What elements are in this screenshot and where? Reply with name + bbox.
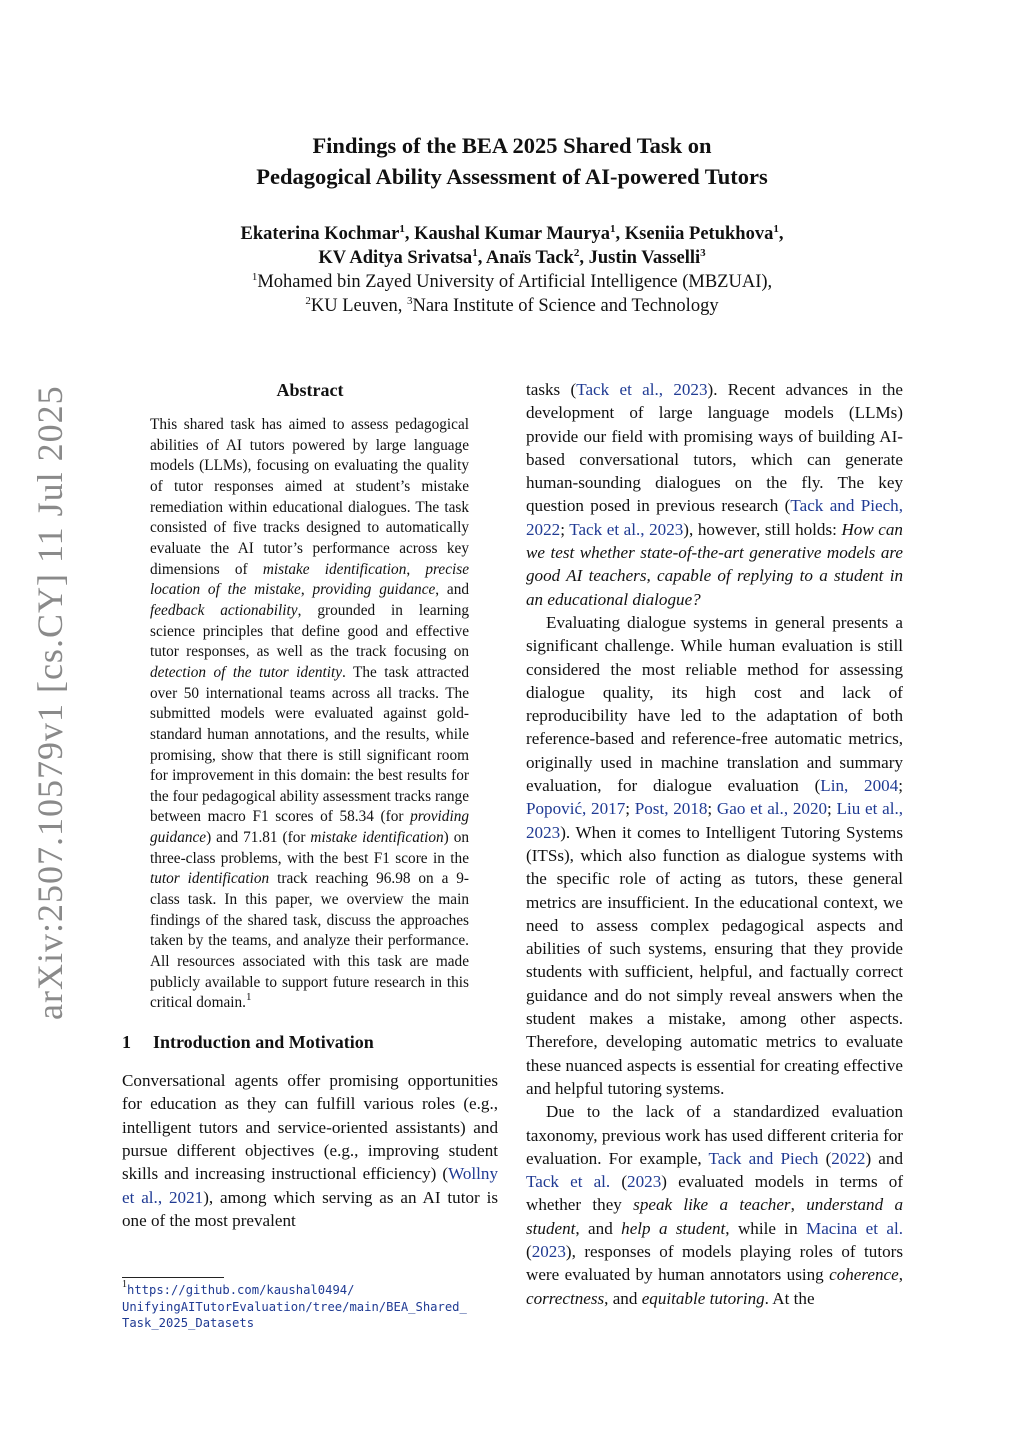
abstract-span: This shared task has aimed to assess pedagogical abilities of AI tutors powered by large language models (LLMs), focusing on evaluating the quality of tutor responses aimed at student’s mistake remediation within educational dialogues. The task consisted of five tracks designed to automatically evaluate the AI tutor’s performance across key dimensions of xyxy=(150,416,469,578)
citation-link[interactable]: Macina et al. xyxy=(806,1218,904,1238)
abstract-span: ) on three-class problems, with the best F1 score in the xyxy=(150,829,469,867)
left-column xyxy=(122,378,498,1232)
text-span: Conversational agents offer promising opportunities for education as they can fulfill various roles (e.g., intelligent tutors and service-oriented assistants) and pursue different objectives (e.g., improving student skills and increasing instructional efficiency) ( xyxy=(122,1071,498,1184)
footnote-url-part[interactable]: https://github.com/kaushal0494/ xyxy=(127,1283,355,1297)
citation-link[interactable]: Tack et al., 2023 xyxy=(576,380,708,399)
text-span: ; xyxy=(898,776,903,796)
author-name: Ekaterina Kochmar xyxy=(240,224,400,244)
footnote-url-part[interactable]: UnifyingAITutorEvaluation/tree/main/BEA_Shared_ xyxy=(122,1299,467,1314)
citation-link[interactable]: Wollny et al., 2021 xyxy=(122,1164,498,1207)
citation-link[interactable]: Tack and Piech xyxy=(708,1148,819,1168)
criterion-emphasis: correctness xyxy=(526,1288,605,1308)
affiliation: Nara Institute of Science and Technology xyxy=(412,296,719,316)
right-paragraph-3 xyxy=(526,1100,903,1310)
text-span: ( xyxy=(818,1148,832,1168)
text-span: ). When it comes to Intelligent Tutoring Systems (ITSs), which also function as dialogue systems with the specific role of acting as tutors, these general metrics are insufficient. In the educational context, we need to assess complex pedagogical aspects and abilities of such systems, ensuring that they provide students with sufficient, helpful, and factually correct guidance and do not simply reveal answers when the student makes a mistake, among other aspects. Therefore, developing automatic metrics to evaluate these nuanced aspects is essential for creating effective and helpful tutoring systems. xyxy=(526,822,903,1098)
section-number: 1 xyxy=(122,1032,131,1053)
affiliation-mark: 3 xyxy=(700,247,706,259)
text-span: ) and xyxy=(865,1148,903,1168)
affiliation-mark: 3 xyxy=(406,295,413,307)
abstract-emphasis: precise location of the mistake xyxy=(150,560,469,599)
citation-link[interactable]: 2023 xyxy=(531,1241,566,1261)
citation-link[interactable]: Lin, 2004 xyxy=(820,776,899,796)
section-title: Introduction and Motivation xyxy=(153,1032,374,1053)
affiliation-mark: 2 xyxy=(573,247,580,259)
author-line-1 xyxy=(0,222,1024,246)
citation-link[interactable]: Post, 2018 xyxy=(634,799,708,819)
author-block xyxy=(0,222,1024,318)
footnote-rule xyxy=(122,1277,224,1278)
text-span: ) evaluated models in terms of whether they xyxy=(526,1172,904,1215)
arxiv-watermark: arXiv:2507.10579v1 [cs.CY] 11 Jul 2025 xyxy=(30,385,70,1020)
footnote-number: 1 xyxy=(122,1279,127,1290)
citation-link[interactable]: 2023 xyxy=(627,1172,662,1192)
title-line-2: Pedagogical Ability Assessment of AI-powered Tutors xyxy=(256,164,768,189)
footnote-line-1[interactable] xyxy=(122,1279,502,1299)
right-paragraph-2 xyxy=(526,611,903,1100)
abstract-span: . The task attracted over 50 international teams across all tracks. The submitted models were evaluated against gold-standard human annotations, and the results, while promising, show that there is still significant room for improvement in this domain: the best results for the four pedagogical ability assessment tracks range between macro F1 scores of 58.34 (for xyxy=(150,663,469,826)
text-span: Due to the lack of a standardized evaluation taxonomy, previous work has used different criteria for evaluation. For example, xyxy=(526,1102,903,1168)
footnote-mark[interactable]: 1 xyxy=(246,991,252,1004)
abstract-emphasis: providing guidance xyxy=(150,808,469,847)
abstract-emphasis: providing guidance xyxy=(312,581,436,599)
citation-link[interactable]: Tack et al. xyxy=(526,1172,611,1192)
title-line-1: Findings of the BEA 2025 Shared Task on xyxy=(312,133,712,158)
text-span: , xyxy=(790,1195,807,1215)
abstract-emphasis: mistake identification xyxy=(310,829,444,847)
text-span: tasks ( xyxy=(526,380,577,399)
abstract-emphasis: detection of the tutor identity xyxy=(150,663,343,681)
affiliation: Mohamed bin Zayed University of Artificial Intelligence (MBZUAI), xyxy=(257,272,773,292)
criterion-emphasis: equitable tutoring xyxy=(641,1288,765,1308)
text-span: ), however, still holds: xyxy=(683,519,842,539)
affiliation-mark: 1 xyxy=(610,223,616,235)
abstract-text xyxy=(150,415,469,1014)
affiliation-mark: 1 xyxy=(472,247,478,259)
abstract-emphasis: mistake identification xyxy=(262,560,407,578)
criterion-emphasis: coherence xyxy=(829,1265,899,1285)
author-separator: , xyxy=(778,224,784,244)
text-span: ( xyxy=(610,1172,628,1192)
author-name: , Kaushal Kumar Maurya xyxy=(404,224,611,244)
text-span: Evaluating dialogue systems in general presents a significant challenge. While human evaluation is still considered the most reliable method for assessing dialogue quality, its high cost and lack of reproducibility have led to the adaptation of both reference-based and reference-free automatic metrics, originally used in machine translation and summary evaluation, for dialogue evaluation ( xyxy=(526,612,903,796)
criterion-emphasis: understand a student xyxy=(526,1195,904,1238)
citation-link[interactable]: 2022 xyxy=(831,1148,866,1168)
paper-title xyxy=(0,130,1024,192)
abstract-emphasis: feedback actionability xyxy=(150,601,298,619)
affiliation-mark: 2 xyxy=(305,295,311,307)
text-span: ), among which serving as an AI tutor is one of the most prevalent xyxy=(122,1187,498,1230)
citation-link[interactable]: Tack et al., 2023 xyxy=(569,519,684,539)
affiliation-line-2 xyxy=(0,294,1024,318)
text-span: ; xyxy=(625,799,635,819)
right-column xyxy=(526,378,903,1310)
text-span: ). Recent advances in the development of large language models (LLMs) provide our field with promising ways of building AI-based conversational tutors, which can generate human-sounding dialogues on the fly. The key question posed in previous research ( xyxy=(526,380,904,516)
affiliation-mark: 1 xyxy=(399,223,405,235)
footnote-url-part[interactable]: Task_2025_Datasets xyxy=(122,1316,255,1330)
right-paragraph-1 xyxy=(526,378,903,611)
citation-link[interactable]: Liu et al., 2023 xyxy=(526,799,903,842)
author-line-2 xyxy=(0,246,1024,270)
text-span: , while in xyxy=(725,1218,807,1238)
text-span: ), responses of models playing roles of tutors were evaluated by human annotators using xyxy=(526,1241,903,1285)
citation-link[interactable]: Gao et al., 2020 xyxy=(716,799,828,819)
text-span: . At the xyxy=(764,1288,815,1308)
text-span: , xyxy=(898,1265,903,1285)
abstract-span: , grounded in learning science principles that define good and effective tutor responses, as well as the track focusing on xyxy=(150,601,470,661)
text-span: ; xyxy=(827,799,837,819)
abstract-span: , xyxy=(406,560,426,578)
criterion-emphasis: speak like a teacher xyxy=(633,1195,791,1215)
text-span: , and xyxy=(604,1288,642,1308)
text-span: ; xyxy=(707,799,717,819)
section-heading-introduction xyxy=(122,1030,498,1054)
text-span: ; xyxy=(560,519,570,539)
author-name: , Justin Vasselli xyxy=(579,248,701,268)
abstract-span: ) and 71.81 (for xyxy=(206,829,311,847)
abstract-span: , xyxy=(300,581,313,599)
abstract-emphasis: tutor identification xyxy=(150,870,270,888)
criterion-emphasis: help a student xyxy=(621,1218,726,1238)
footnote xyxy=(122,1279,502,1332)
author-name: , Anaïs Tack xyxy=(477,248,574,268)
author-name: KV Aditya Srivatsa xyxy=(318,248,473,268)
text-span: ( xyxy=(526,1241,532,1261)
text-span: , and xyxy=(575,1218,622,1238)
citation-link[interactable]: Popović, 2017 xyxy=(526,799,626,819)
affiliation-mark: 1 xyxy=(251,271,258,283)
affiliation-line-1 xyxy=(0,270,1024,294)
research-question: How can we test whether state-of-the-art generative models are good AI teachers, capable of replying to a student in an educational dialogue? xyxy=(526,519,903,609)
affiliation: KU Leuven, xyxy=(310,296,407,316)
abstract-span: , and xyxy=(435,581,469,599)
author-name: , Kseniia Petukhova xyxy=(615,224,774,244)
affiliation-mark: 1 xyxy=(773,223,779,235)
intro-paragraph-1 xyxy=(122,1069,498,1232)
citation-link[interactable]: Tack and Piech, 2022 xyxy=(526,496,903,539)
abstract-heading: Abstract xyxy=(276,380,344,400)
abstract-span: track reaching 96.98 on a 9-class task. In this paper, we overview the main findings of the shared task, discuss the approaches taken by the teams, and analyze their performance. All resources associated with this task are made publicly available to support future research in this critical domain. xyxy=(150,870,470,1012)
